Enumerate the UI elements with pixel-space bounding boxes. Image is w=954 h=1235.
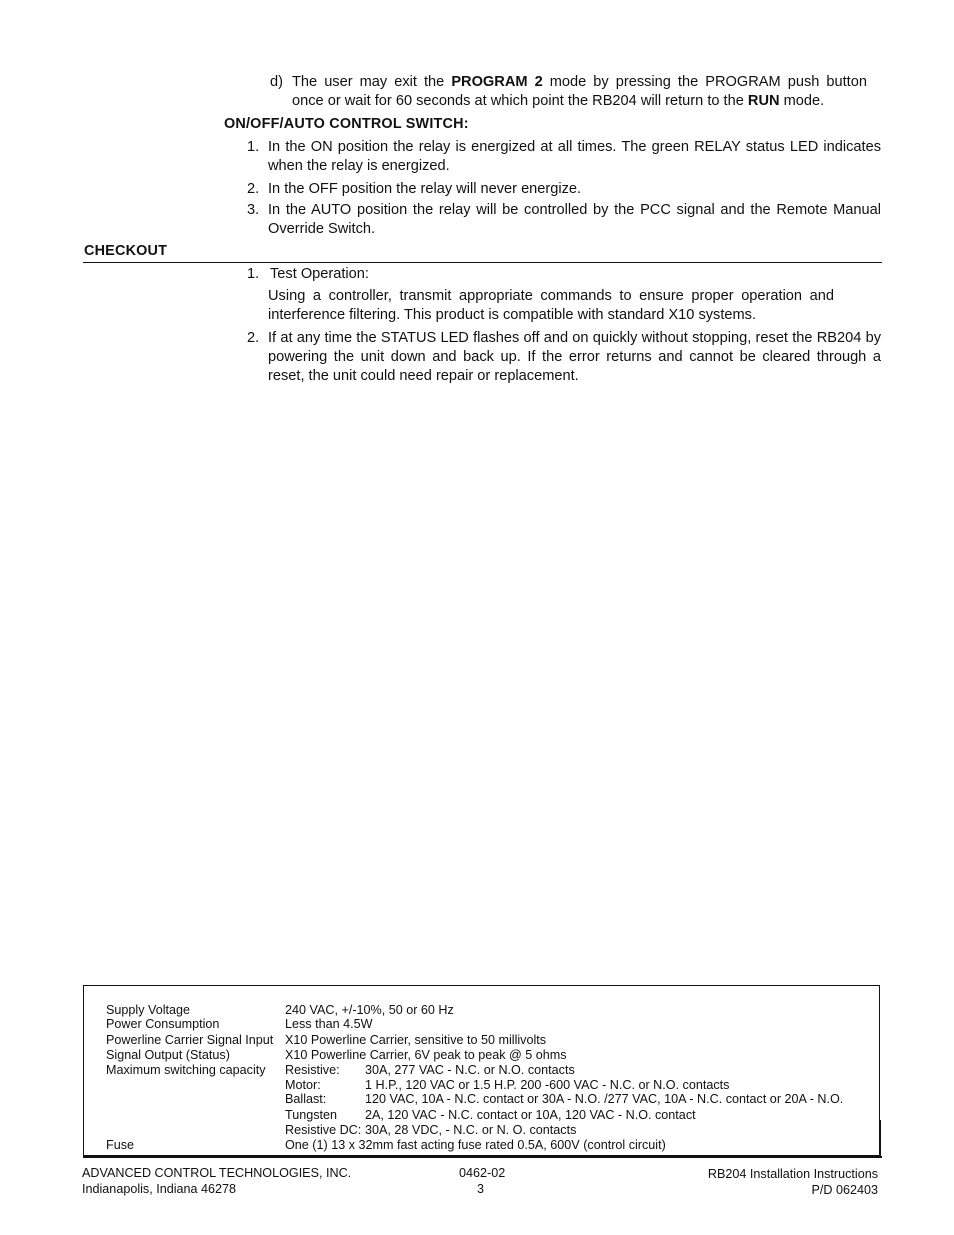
- item-text: In the AUTO position the relay will be controlled by the PCC signal and the Remote Manual Override Switch.: [268, 202, 881, 237]
- switch-section-heading: ON/OFF/AUTO CONTROL SWITCH:: [224, 116, 469, 132]
- item-text: In the OFF position the relay will never energize.: [268, 181, 582, 197]
- item-text: Using a controller, transmit appropriate commands to ensure proper operation and interference filtering. This product is compatible with standard X10 systems.: [268, 288, 834, 323]
- spec-sublabel-motor: Motor:: [285, 1078, 321, 1092]
- item-number: 2.: [247, 181, 260, 197]
- item-number: 3.: [247, 202, 260, 218]
- text-run: mode.: [779, 93, 825, 109]
- item-number: 1.: [247, 266, 260, 282]
- item-number: 2.: [247, 330, 260, 346]
- footer-doc-title: RB204 Installation Instructions: [707, 1167, 878, 1181]
- footer-part-number: P/D 062403: [811, 1183, 878, 1197]
- spec-label-power-consumption: Power Consumption: [106, 1017, 220, 1031]
- spec-label-signal-output: Signal Output (Status): [106, 1048, 230, 1062]
- spec-value-resistive: 30A, 277 VAC - N.C. or N.O. contacts: [365, 1063, 575, 1077]
- item-text: [292, 73, 867, 111]
- footer-doc-number: 0462-02: [459, 1166, 506, 1180]
- item-title: Test Operation:: [270, 266, 369, 282]
- item-text: If at any time the STATUS LED flashes off and on quickly without stopping, reset the RB204 by powering the unit down and back up. If the error returns and cannot be cleared through a reset, the unit could need repair or replacement.: [268, 330, 881, 384]
- item-text: In the ON position the relay is energized at all times. The green RELAY status LED indicates when the relay is energized.: [268, 139, 881, 174]
- spec-value-fuse: One (1) 13 x 32mm fast acting fuse rated 0.5A, 600V (control circuit): [285, 1138, 666, 1152]
- footer-company: ADVANCED CONTROL TECHNOLOGIES, INC.: [82, 1166, 352, 1180]
- text-run: mode by pressing the PROGRAM push button: [542, 74, 867, 90]
- spec-value-signal-output: X10 Powerline Carrier, 6V peak to peak @ 5 ohms: [285, 1048, 567, 1062]
- spec-sublabel-resistive-dc: Resistive DC:: [285, 1123, 362, 1137]
- spec-label-pcc-input: Powerline Carrier Signal Input: [106, 1033, 274, 1047]
- spec-label-fuse: Fuse: [106, 1138, 134, 1152]
- program-2-emphasis: PROGRAM 2: [451, 74, 543, 90]
- spec-sublabel-tungsten: Tungsten: [285, 1108, 338, 1122]
- item-label: d): [270, 74, 283, 90]
- spec-sublabel-resistive: Resistive:: [285, 1063, 340, 1077]
- spec-value-resistive-dc: 30A, 28 VDC, - N.C. or N. O. contacts: [365, 1123, 577, 1137]
- specifications-right-rule: [879, 1120, 881, 1157]
- spec-value-ballast: 120 VAC, 10A - N.C. contact or 30A - N.O. /277 VAC, 10A - N.C. contact or 20A - N.O.: [365, 1092, 844, 1106]
- spec-value-power-consumption: Less than 4.5W: [285, 1017, 373, 1031]
- specifications-bottom-rule: [83, 1156, 882, 1158]
- footer-city: Indianapolis, Indiana 46278: [82, 1182, 237, 1196]
- item-line-1: [292, 73, 867, 92]
- spec-sublabel-ballast: Ballast:: [285, 1092, 327, 1106]
- run-emphasis: RUN: [747, 93, 780, 109]
- section-divider: [83, 262, 882, 263]
- text-run: The user may exit the: [292, 74, 452, 90]
- footer-page-number: 3: [477, 1182, 485, 1196]
- item-number: 1.: [247, 139, 260, 155]
- spec-value-motor: 1 H.P., 120 VAC or 1.5 H.P. 200 -600 VAC - N.C. or N.O. contacts: [365, 1078, 730, 1092]
- spec-value-pcc-input: X10 Powerline Carrier, sensitive to 50 millivolts: [285, 1033, 547, 1047]
- spec-label-supply-voltage: Supply Voltage: [106, 1003, 191, 1017]
- spec-value-supply-voltage: 240 VAC, +/-10%, 50 or 60 Hz: [285, 1003, 454, 1017]
- checkout-heading: CHECKOUT: [84, 243, 168, 259]
- spec-value-tungsten: 2A, 120 VAC - N.C. contact or 10A, 120 VAC - N.O. contact: [365, 1108, 696, 1122]
- item-line-2: [292, 92, 867, 111]
- spec-label-switching-capacity: Maximum switching capacity: [106, 1063, 266, 1077]
- text-run: once or wait for 60 seconds at which point the RB204 will return to the: [292, 93, 748, 109]
